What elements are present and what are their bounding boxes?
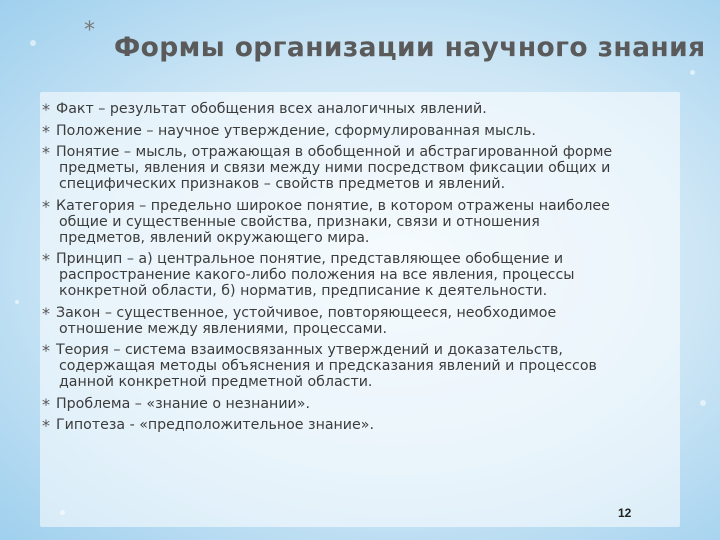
list-item-line: распространение какого-либо положения на все явления, процессы [59,267,575,283]
list-item [40,305,680,337]
list-item-line: конкретной области, б) норматив, предписание к деятельности. [59,283,548,299]
list-item-line: отношение между явлениями, процессами. [59,320,388,337]
list-item [40,123,680,139]
page-number: 12 [618,506,632,520]
list-item-line: Гипотеза - «предположительное знание». [56,417,374,433]
sparkle-decoration [15,300,19,304]
list-item-line: предметы, явления и связи между ними посредством фиксации общих и [59,160,611,176]
list-item [40,251,680,299]
bullet-star: * [42,416,50,435]
list-item [40,396,680,412]
sparkle-decoration [690,70,695,75]
title-row [84,18,706,68]
list-item-line: Факт – результат обобщения всех аналогичных явлений. [56,101,487,117]
list-item-line: общие и существенные свойства, признаки, связи и отношения [59,213,540,230]
list-item-line: Проблема – «знание о незнании». [56,395,310,412]
bullet-star: * [42,143,50,162]
list-item [40,417,680,433]
slide-title: Формы организации научного знания [114,32,706,63]
list-item [40,198,680,246]
bullet-star: * [42,394,50,414]
list-item-line: Принцип – а) центральное понятие, представляющее обобщение и [56,251,564,267]
list-item-line: Понятие – мысль, отражающая в обобщенной и абстрагированной форме [56,144,613,160]
list-item-line: содержащая методы объяснения и предсказания явлений и процессов [59,358,597,374]
list-item [40,342,680,390]
title-bullet: * [84,18,95,43]
list-item-line: специфических признаков – свойств предметов и явлений. [59,176,506,192]
list-item-line: Теория – система взаимосвязанных утверждений и доказательств, [56,342,563,358]
bullet-star: * [42,100,50,119]
list-item [40,144,680,192]
bullet-star: * [42,341,50,360]
list-item-line: Закон – существенное, устойчивое, повторяющееся, необходимое [56,304,557,321]
list-item-line: Категория – предельно широкое понятие, в котором отражены наиболее [56,197,610,214]
bullet-star: * [42,250,50,269]
definition-list [40,101,680,439]
sparkle-decoration [700,400,706,406]
bullet-star: * [42,196,50,216]
list-item [40,101,680,117]
sparkle-decoration [30,40,36,46]
list-item-line: данной конкретной предметной области. [59,374,373,390]
list-item-line: предметов, явлений окружающего мира. [59,229,370,246]
bullet-star: * [42,303,50,323]
bullet-star: * [42,121,50,141]
list-item-line: Положение – научное утверждение, сформулированная мысль. [56,122,536,139]
